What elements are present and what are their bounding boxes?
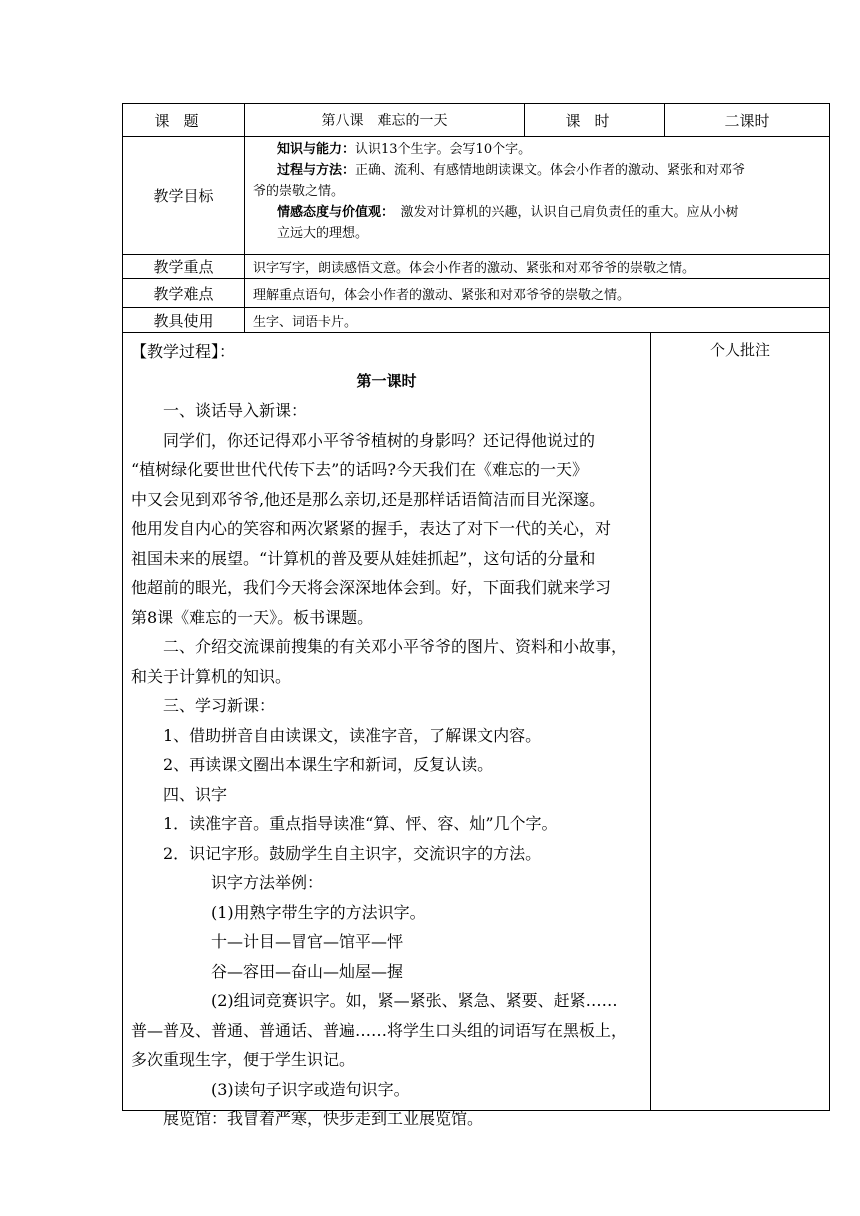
- knowledge-head: 知识与能力：: [277, 142, 356, 157]
- emotion-text: 激发对计算机的兴趣，认识自己肩负责任的重大。应从小树: [387, 205, 739, 220]
- tools-text: 生字、词语卡片。: [253, 314, 358, 330]
- process-line: 多次重现生字，便于学生识记。: [131, 1050, 356, 1069]
- process-line: (2)组词竞赛识字。如，紧—紧张、紧急、紧要、赶紧……: [211, 991, 618, 1010]
- hours-label-cell: [524, 103, 665, 137]
- tools-label: 教具使用: [153, 311, 214, 330]
- keypoints-content: [244, 254, 830, 279]
- process-line: 1．读准字音。重点指导读准“算、怦、容、灿”几个字。: [163, 814, 558, 833]
- keypoints-label-cell: [122, 254, 245, 279]
- difficulties-text: 理解重点语句，体会小作者的激动、紧张和对邓爷爷的崇敬之情。: [253, 287, 631, 303]
- hours-value: 二课时: [724, 111, 770, 130]
- process-line: 二、介绍交流课前搜集的有关邓小平爷爷的图片、资料和小故事，: [163, 637, 628, 656]
- process-line: 第8课《难忘的一天》。板书课题。: [131, 607, 374, 627]
- process-line: 2．识记字形。鼓励学生自主识字，交流识字的方法。: [163, 843, 542, 863]
- process-line: 普—普及、普通、普通话、普遍……将学生口头组的词语写在黑板上，: [131, 1020, 628, 1040]
- objectives-label: 教学目标: [153, 187, 214, 205]
- process-line: 一、谈话导入新课：: [163, 401, 308, 420]
- process-line: 识字方法举例：: [211, 873, 324, 892]
- process-line: 他用发自内心的笑容和两次紧紧的握手，表达了对下一代的关心，对: [131, 519, 612, 538]
- hours-value-cell: [664, 103, 830, 137]
- process-line: 祖国未来的展望。“计算机的普及要从娃娃抓起”，这句话的分量和: [131, 548, 596, 568]
- process-text-cont: 爷的崇敬之情。: [253, 184, 345, 199]
- emotion-text-cont: 立远大的理想。: [277, 226, 369, 241]
- process-line: 四、识字: [163, 784, 228, 804]
- notes-cell: [650, 332, 830, 1111]
- subject-label: 课题: [154, 111, 213, 130]
- hours-label: 课时: [565, 111, 624, 130]
- process-line: 十—计目—冒官—馆平—怦: [211, 932, 404, 951]
- process-line: 三、学习新课：: [163, 696, 276, 715]
- tools-content: [244, 307, 830, 333]
- process-line: 2、再读课文圈出本课生字和新词，反复认读。: [163, 755, 494, 774]
- subject-value-cell: [244, 103, 525, 137]
- difficulties-label-cell: [122, 278, 245, 308]
- process-line: 同学们，你还记得邓小平爷爷植树的身影吗？还记得他说过的: [163, 430, 596, 450]
- process-line: “植树绿化要世世代代传下去”的话吗?今天我们在《难忘的一天》: [131, 460, 588, 479]
- process-line: 中又会见到邓爷爷,他还是那么亲切,还是那样话语简洁而目光深邃。: [131, 489, 606, 509]
- emotion-head: 情感态度与价值观：: [277, 205, 388, 220]
- difficulties-label: 教学难点: [153, 284, 214, 303]
- difficulties-content: [244, 278, 830, 308]
- process-line: 谷—容田—奋山—灿屋—握: [211, 961, 404, 981]
- process-line: 和关于计算机的知识。: [131, 666, 292, 686]
- process-line: 展览馆：我冒着严寒，快步走到工业展览馆。: [163, 1109, 484, 1128]
- process-head: 过程与方法：: [277, 163, 356, 178]
- teaching-process: [122, 332, 651, 1128]
- tools-label-cell: [122, 307, 245, 333]
- subject-label-cell: [122, 103, 245, 137]
- lesson-title: 第八课 难忘的一天: [321, 113, 448, 129]
- process-line: 1、借助拼音自由读课文，读准字音，了解课文内容。: [163, 725, 542, 745]
- lesson-period-title: 第一课时: [356, 371, 417, 390]
- process-text: 正确、流利、有感情地朗读课文。体会小作者的激动、紧张和对邓爷: [355, 163, 746, 178]
- process-line: (3)读句子识字或造句识字。: [211, 1079, 410, 1099]
- objectives-content: [244, 136, 830, 255]
- process-line: (1)用熟字带生字的方法识字。: [211, 902, 426, 922]
- notes-label: 个人批注: [709, 341, 770, 359]
- keypoints-text: 识字写字，朗读感悟文意。体会小作者的激动、紧张和对邓爷爷的崇敬之情。: [253, 261, 696, 276]
- knowledge-text: 认识13个生字。会写10个字。: [355, 142, 532, 157]
- keypoints-label: 教学重点: [153, 258, 214, 276]
- objectives-label-cell: [122, 136, 245, 255]
- process-line: 他超前的眼光，我们今天将会深深地体会到。好，下面我们就来学习: [131, 578, 612, 597]
- process-heading: 【教学过程】：: [131, 342, 236, 361]
